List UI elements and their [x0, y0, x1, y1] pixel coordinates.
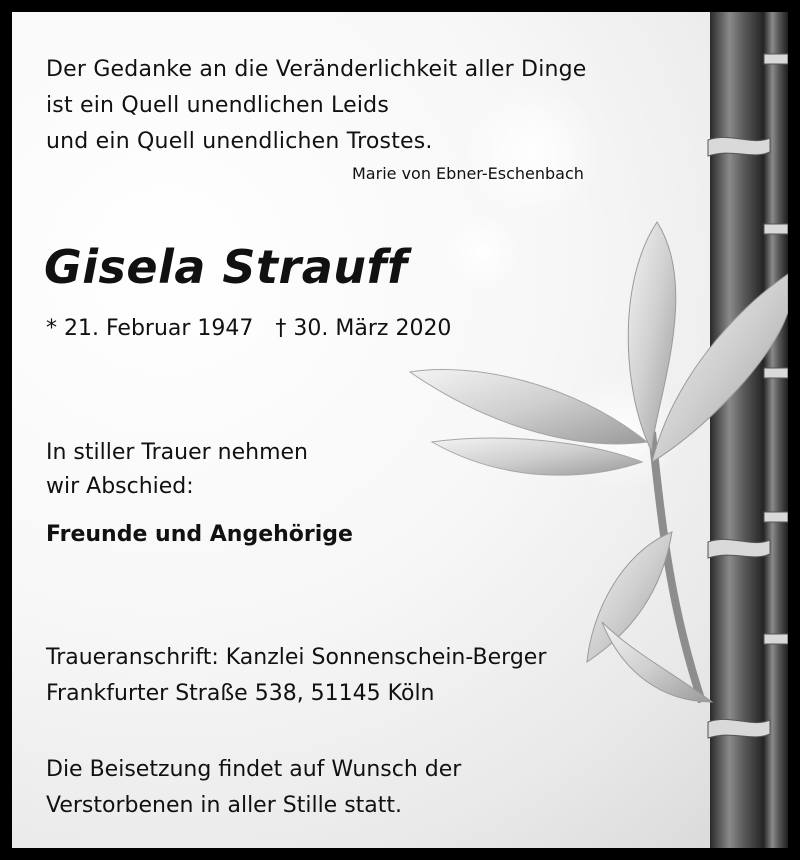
death-date: † 30. März 2020 [275, 316, 452, 341]
mourning-line: In stiller Trauer nehmen [46, 440, 309, 465]
quote-author: Marie von Ebner-Eschenbach [352, 164, 584, 183]
mourning-address [46, 640, 546, 712]
quote-line: und ein Quell unendlichen Trostes. [46, 129, 433, 154]
quote [46, 52, 587, 160]
address-line: Traueranschrift: Kanzlei Sonnenschein-Berger [46, 645, 547, 670]
mourning-line: wir Abschied: [46, 474, 194, 499]
life-dates [46, 316, 451, 341]
quote-line: Der Gedanke an die Veränderlichkeit aller Dinge [46, 57, 587, 82]
deceased-name: Gisela Strauff [44, 240, 408, 294]
quote-line: ist ein Quell unendlichen Leids [46, 93, 389, 118]
address-line: Frankfurter Straße 538, 51145 Köln [46, 681, 435, 706]
burial-line: Die Beisetzung findet auf Wunsch der [46, 757, 462, 782]
birth-date: * 21. Februar 1947 [46, 316, 254, 341]
mourning-text [46, 436, 308, 504]
burial-line: Verstorbenen in aller Stille statt. [46, 793, 403, 818]
burial-notice [46, 752, 461, 824]
mourners: Freunde und Angehörige [46, 522, 353, 547]
